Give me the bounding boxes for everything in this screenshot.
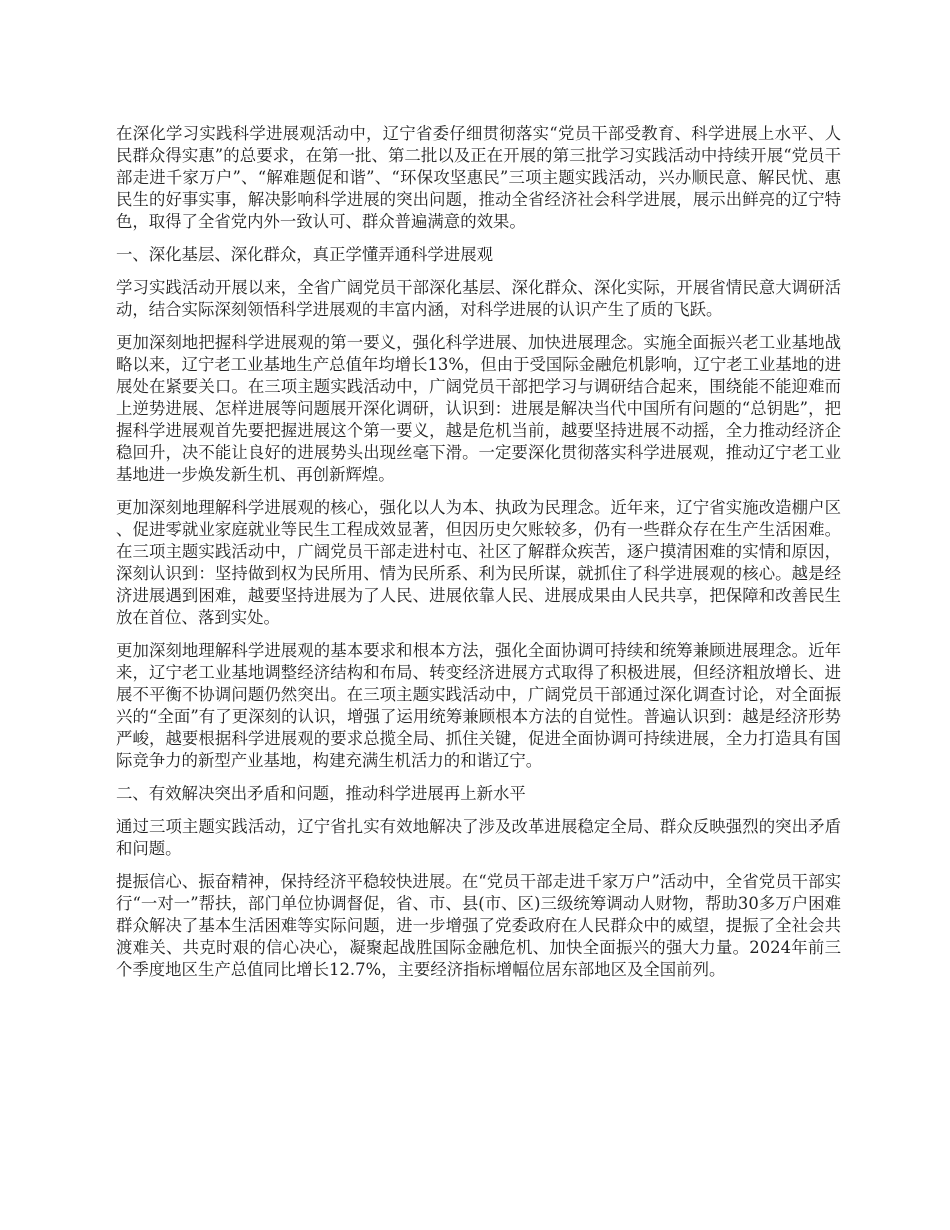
intro-paragraph: 在深化学习实践科学进展观活动中，辽宁省委仔细贯彻落实“党员干部受教育、科学进展上水平、人民群众得实惠”的总要求，在第一批、第二批以及正在开展的第三批学习实践活动中持续开展“党员干部走进千家万户”、“解难题促和谐”、“环保攻坚惠民”三项主题实践活动，兴办顺民意、解民忧、惠民生的好事实事，解决影响科学进展的突出问题，推动全省经济社会科学进展，展示出鲜亮的辽宁特色，取得了全省党内外一致认可、群众普遍满意的效果。 <box>116 124 841 231</box>
body-paragraph: 通过三项主题实践活动，辽宁省扎实有效地解决了涉及改革进展稳定全局、群众反映强烈的突出矛盾和问题。 <box>116 817 841 858</box>
body-paragraph: 提振信心、振奋精神，保持经济平稳较快进展。在“党员干部走进千家万户”活动中，全省党员干部实行“一对一”帮扶，部门单位协调督促，省、市、县(市、区)三级统筹调动人财物，帮助30多万户困难群众解决了基本生活困难等实际问题，进一步增强了党委政府在人民群众中的威望，提振了全社会共渡难关、共克时艰的信心决心，凝聚起战胜国际金融危机、加快全面振兴的强大力量。2024年前三个季度地区生产总值同比增长12.7%，主要经济指标增幅位居东部地区及全国前列。 <box>116 872 841 979</box>
section-heading-2: 二、有效解决突出矛盾和问题，推动科学进展再上新水平 <box>116 784 526 803</box>
body-paragraph: 更加深刻地理解科学进展观的基本要求和根本方法，强化全面协调可持续和统筹兼顾进展理念。近年来，辽宁老工业基地调整经济结构和布局、转变经济进展方式取得了积极进展，但经济粗放增长、进展不平衡不协调问题仍然突出。在三项主题实践活动中，广阔党员干部通过深化调查讨论，对全面振兴的“全面”有了更深刻的认识，增强了运用统筹兼顾根本方法的自觉性。普遍认识到：越是经济形势严峻，越要根据科学进展观的要求总揽全局、抓住关键，促进全面协调可持续进展，全力打造具有国际竞争力的新型产业基地，构建充满生机活力的和谐辽宁。 <box>116 641 841 770</box>
body-paragraph: 更加深刻地理解科学进展观的核心，强化以人为本、执政为民理念。近年来，辽宁省实施改造棚户区、促进零就业家庭就业等民生工程成效显著，但因历史欠账较多，仍有一些群众存在生产生活困难。在三项主题实践活动中，广阔党员干部走进村屯、社区了解群众疾苦，逐户摸清困难的实情和原因，深刻认识到：坚持做到权为民所用、情为民所系、利为民所谋，就抓住了科学进展观的核心。越是经济进展遇到困难，越要坚持进展为了人民、进展依靠人民、进展成果由人民共享，把保障和改善民生放在首位、落到实处。 <box>116 498 841 627</box>
section-heading-1: 一、深化基层、深化群众，真正学懂弄通科学进展观 <box>116 245 493 264</box>
body-paragraph: 学习实践活动开展以来，全省广阔党员干部深化基层、深化群众、深化实际，开展省情民意大调研活动，结合实际深刻领悟科学进展观的丰富内涵，对科学进展的认识产生了质的飞跃。 <box>116 278 841 319</box>
document-body <box>116 123 841 992</box>
body-paragraph: 更加深刻地把握科学进展观的第一要义，强化科学进展、加快进展理念。实施全面振兴老工业基地战略以来，辽宁老工业基地生产总值年均增长13%，但由于受国际金融危机影响，辽宁老工业基地的进展处在紧要关口。在三项主题实践活动中，广阔党员干部把学习与调研结合起来，围绕能不能迎难而上逆势进展、怎样进展等问题展开深化调研，认识到：进展是解决当代中国所有问题的“总钥匙”，把握科学进展观首先要把握进展这个第一要义，越是危机当前，越要坚持进展不动摇，全力推动经济企稳回升，决不能让良好的进展势头出现丝毫下滑。一定要深化贯彻落实科学进展观，推动辽宁老工业基地进一步焕发新生机、再创新辉煌。 <box>116 333 841 484</box>
